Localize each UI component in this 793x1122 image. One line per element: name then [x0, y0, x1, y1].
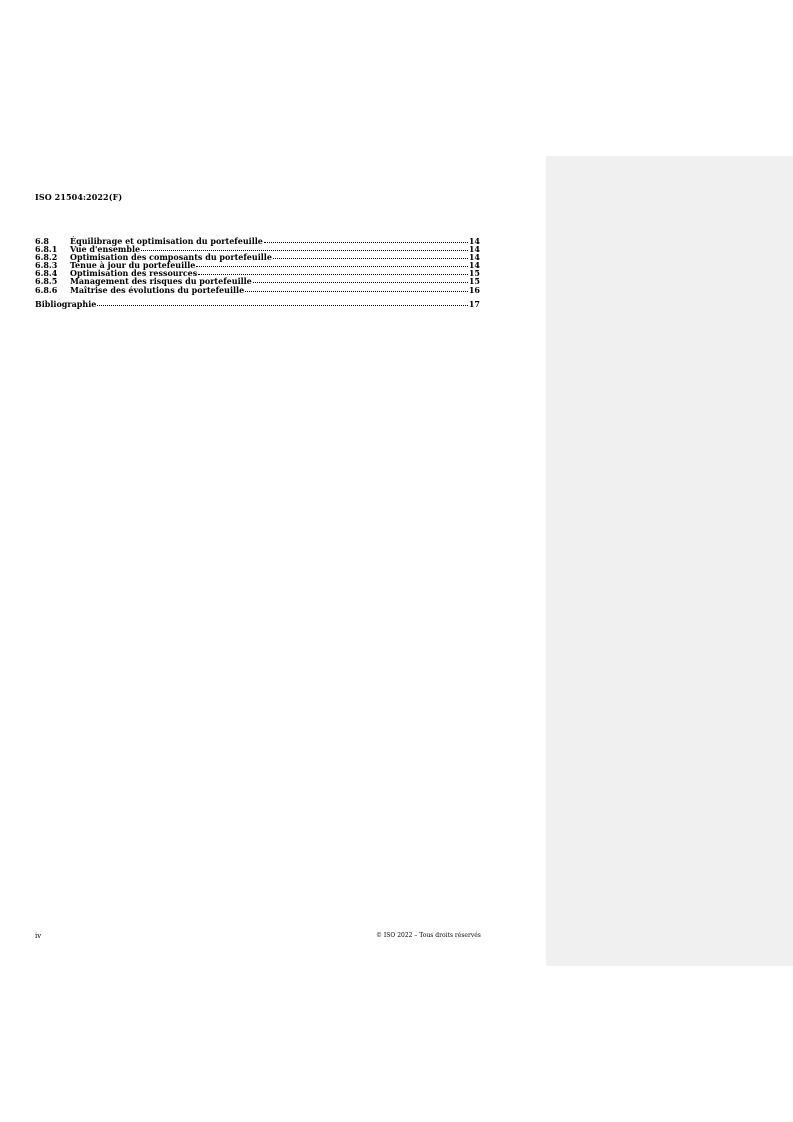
- toc-leader-dots: [273, 253, 468, 259]
- toc-leader-dots: [245, 286, 468, 292]
- toc-entry-title: Équilibrage et optimisation du portefeuille: [70, 236, 263, 246]
- toc-entry-title: Optimisation des composants du portefeuille: [70, 252, 272, 263]
- toc-entry-number: 6.8.1: [35, 244, 58, 255]
- toc-entry-title: Bibliographie: [35, 298, 97, 309]
- toc-entry-page: 14: [468, 244, 480, 255]
- toc-entry-page: 15: [468, 276, 480, 287]
- footer-page-number: iv: [35, 932, 42, 940]
- toc-leader-dots: [198, 269, 468, 275]
- toc-entry-bibliography[interactable]: [35, 300, 480, 308]
- toc-entry-title: Tenue à jour du portefeuille: [70, 260, 196, 271]
- toc-entry-number: 6.8.5: [35, 276, 58, 287]
- toc-entry-number: 6.8: [35, 236, 49, 246]
- toc-entry-page: 14: [468, 236, 480, 246]
- toc-entry-page: 14: [468, 260, 480, 271]
- toc-leader-dots: [196, 261, 468, 267]
- toc-leader-dots: [97, 300, 468, 306]
- toc-entry-page: 14: [468, 252, 480, 263]
- toc-entry-page: 17: [468, 298, 480, 309]
- table-of-contents: [35, 237, 480, 308]
- document-id: ISO 21504:2022(F): [35, 192, 123, 202]
- toc-entry-number: 6.8.6: [35, 284, 58, 295]
- comment-pane: [546, 156, 793, 966]
- toc-entry-title: Optimisation des ressources: [70, 268, 198, 279]
- toc-entry-title: Management des risques du portefeuille: [70, 276, 252, 287]
- toc-leader-dots: [253, 277, 468, 283]
- toc-entry-title: Maîtrise des évolutions du portefeuille: [70, 284, 245, 295]
- footer-copyright: © ISO 2022 – Tous droits réservés: [376, 932, 481, 939]
- toc-leader-dots: [141, 245, 468, 251]
- toc-entry[interactable]: [35, 286, 480, 294]
- toc-leader-dots: [264, 237, 468, 243]
- toc-entry-title: Vue d'ensemble: [70, 244, 141, 255]
- toc-entry-page: 16: [468, 284, 480, 295]
- toc-entry-number: 6.8.4: [35, 268, 58, 279]
- toc-entry-number: 6.8.3: [35, 260, 58, 271]
- toc-entry-number: 6.8.2: [35, 252, 58, 263]
- toc-entry-page: 15: [468, 268, 480, 279]
